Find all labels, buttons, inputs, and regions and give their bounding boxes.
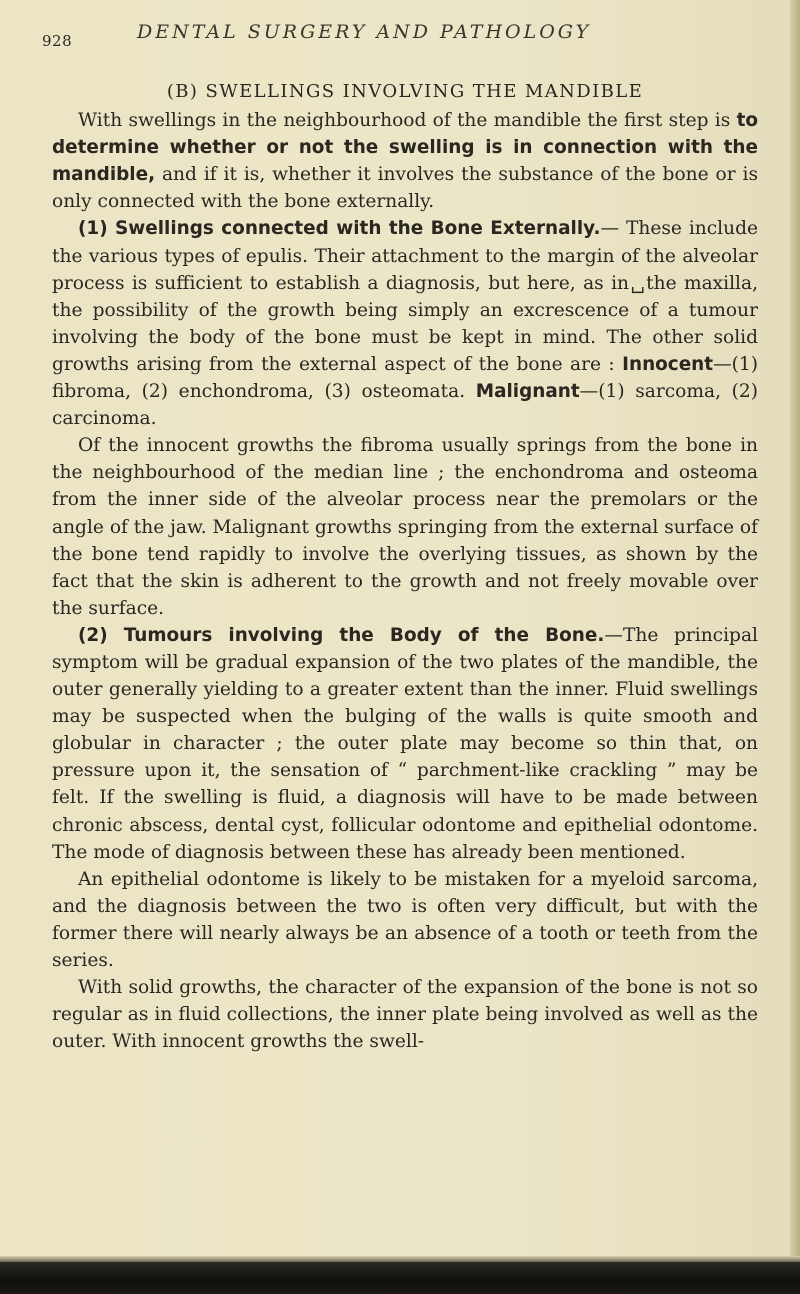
p1-text-b: and if it is, whether it involves the substance of the bone or is only connected with the bone externally. bbox=[52, 164, 758, 213]
p6-text: With solid growths, the character of the expansion of the bone is not so regular as in fluid collections, the inner plate being involved as well as the outer. With innocent growths the swell- bbox=[52, 977, 758, 1053]
paragraph-3 bbox=[52, 432, 758, 622]
p1-text-a: With swellings in the neighbourhood of the mandible the first step is bbox=[78, 110, 737, 132]
page-header bbox=[42, 18, 752, 48]
p5-text: An epithelial odontome is likely to be mistaken for a myeloid sarcoma, and the diagnosis between the two is often very difficult, but with the former there will nearly always be an absence of a tooth or teeth from the series. bbox=[52, 868, 758, 971]
body-text bbox=[52, 78, 758, 1055]
paragraph-2 bbox=[52, 215, 758, 432]
paragraph-6 bbox=[52, 974, 758, 1055]
p2-malignant-label: Malignant bbox=[475, 381, 580, 403]
running-title: DENTAL SURGERY AND PATHOLOGY bbox=[137, 21, 592, 43]
p3-text: Of the innocent growths the fibroma usually springs from the bone in the neighbourhood of the median line ; the enchondroma and osteoma from the inner side of the alveolar process near the premolars or the angle of the jaw. Malignant growths springing from the external surface of the bone tend rapidly to involve the overlying tissues, as shown by the fact that the skin is adherent to the growth and not freely movable over the surface. bbox=[52, 435, 758, 619]
page-number: 928 bbox=[42, 32, 73, 50]
section-heading: (B) SWELLINGS INVOLVING THE MANDIBLE bbox=[166, 81, 644, 102]
p2-text-b: —(1) fibroma, (2) enchondroma, (3) osteomata. bbox=[52, 353, 758, 403]
p2-text-c: —(1) sarcoma, (2) carcinoma. bbox=[52, 381, 759, 430]
scan-bottom-band bbox=[0, 1262, 800, 1294]
paragraph-4 bbox=[52, 622, 758, 866]
p2-text-a: — These include the various types of epulis. Their attachment to the margin of the alveolar process is sufficient to establish a diagnosis, but here, as in␣the maxilla, the possibility of the growth being simply an excrescence of a tumour involving the body of the bone must be kept in mind. The other solid growths arising from the external aspect of the bone are : bbox=[52, 218, 758, 375]
p1-bold-phrase: to determine whether or not the swelling is in connection with the mandible, bbox=[52, 110, 758, 186]
paragraph-1 bbox=[52, 107, 758, 215]
paragraph-5 bbox=[52, 866, 758, 974]
p4-text: —The principal symptom will be gradual expansion of the two plates of the mandible, the outer generally yielding to a greater extent than the inner. Fluid swellings may be suspected when the bulging of the walls is quite smooth and globular in character ; the outer plate may become so thin that, on pressure upon it, the sensation of “ parchment-like crackling ” may be felt. If the swelling is fluid, a diagnosis will have to be made between chronic abscess, dental cyst, follicular odontome and epithelial odontome. The mode of diagnosis between these has already been mentioned. bbox=[52, 624, 758, 863]
p2-innocent-label: Innocent bbox=[622, 353, 714, 375]
p4-heading: (2) Tumours involving the Body of the Bone. bbox=[78, 624, 605, 646]
p2-heading: (1) Swellings connected with the Bone Externally. bbox=[78, 218, 601, 240]
page-right-edge bbox=[790, 0, 800, 1294]
